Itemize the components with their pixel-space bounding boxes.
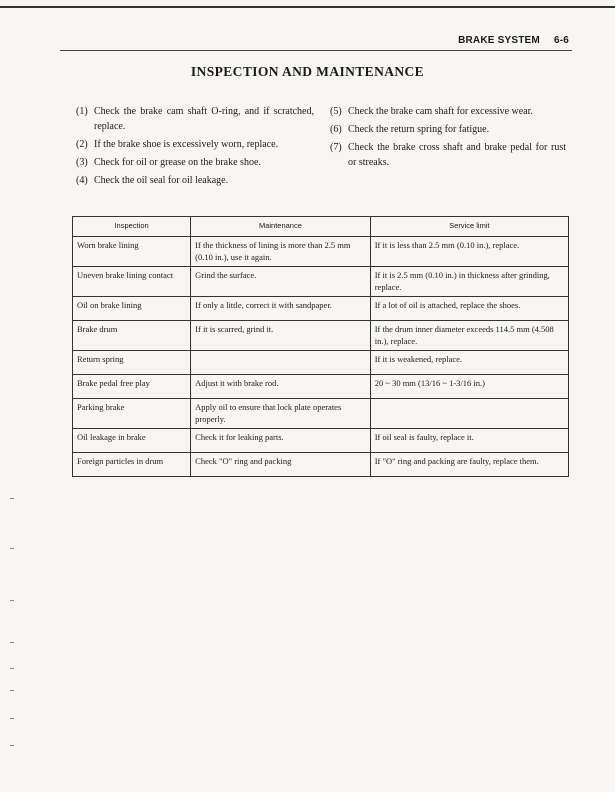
table-row (73, 429, 569, 453)
step-item (76, 137, 314, 152)
step-item (76, 104, 314, 134)
running-header (458, 35, 569, 46)
column-header-inspection: Inspection (73, 217, 191, 237)
table-row (73, 237, 569, 267)
table-row (73, 267, 569, 297)
cell-inspection: Oil leakage in brake (73, 429, 191, 453)
scan-mark (10, 745, 14, 746)
cell-service-limit: 20 ~ 30 mm (13/16 ~ 1-3/16 in.) (370, 375, 568, 399)
column-header-maintenance: Maintenance (191, 217, 371, 237)
step-item (330, 140, 566, 170)
scan-mark (10, 548, 14, 549)
scan-mark (10, 668, 14, 669)
table-header-row (73, 217, 569, 237)
cell-maintenance: Check it for leaking parts. (191, 429, 371, 453)
cell-maintenance: Grind the surface. (191, 267, 371, 297)
step-number: (1) (76, 106, 88, 117)
page-number: 6-6 (553, 35, 569, 46)
steps-left-column (76, 104, 314, 191)
cell-inspection: Worn brake lining (73, 237, 191, 267)
step-text: Check for oil or grease on the brake shoe. (94, 157, 261, 168)
cell-inspection: Brake drum (73, 321, 191, 351)
cell-service-limit: If the drum inner diameter exceeds 114.5 mm (4.508 in.), replace. (370, 321, 568, 351)
step-text: Check the brake cam shaft for excessive wear. (348, 106, 533, 117)
cell-service-limit: If it is weakened, replace. (370, 351, 568, 375)
cell-inspection: Foreign particles in drum (73, 453, 191, 477)
header-rule (60, 50, 572, 51)
step-number: (7) (330, 142, 342, 153)
cell-inspection: Oil on brake lining (73, 297, 191, 321)
scan-mark (10, 690, 14, 691)
scan-mark (10, 718, 14, 719)
cell-inspection: Brake pedal free play (73, 375, 191, 399)
cell-inspection: Uneven brake lining contact (73, 267, 191, 297)
table-row (73, 321, 569, 351)
step-number: (2) (76, 139, 88, 150)
step-text: Check the oil seal for oil leakage. (94, 175, 229, 186)
inspection-table (72, 216, 569, 477)
step-item (76, 155, 314, 170)
scan-mark (10, 642, 14, 643)
table-row (73, 399, 569, 429)
section-title: BRAKE SYSTEM (458, 35, 540, 46)
steps-right-column (330, 104, 566, 173)
cell-maintenance: Check "O" ring and packing (191, 453, 371, 477)
table-row (73, 375, 569, 399)
step-item (330, 104, 566, 119)
column-header-service-limit: Service limit (370, 217, 568, 237)
step-text: If the brake shoe is excessively worn, replace. (94, 139, 279, 150)
step-number: (6) (330, 124, 342, 135)
step-item (330, 122, 566, 137)
scan-mark (10, 600, 14, 601)
cell-service-limit: If "O" ring and packing are faulty, replace them. (370, 453, 568, 477)
cell-maintenance: If only a little, correct it with sandpaper. (191, 297, 371, 321)
step-number: (5) (330, 106, 342, 117)
table-row (73, 351, 569, 375)
cell-maintenance: Adjust it with brake rod. (191, 375, 371, 399)
cell-service-limit (370, 399, 568, 429)
cell-maintenance (191, 351, 371, 375)
table-row (73, 453, 569, 477)
top-rule (0, 6, 615, 8)
cell-maintenance: If the thickness of lining is more than 2.5 mm (0.10 in.), use it again. (191, 237, 371, 267)
step-text: Check the brake cross shaft and brake pedal for rust or streaks. (348, 142, 566, 168)
cell-inspection: Return spring (73, 351, 191, 375)
cell-service-limit: If a lot of oil is attached, replace the shoes. (370, 297, 568, 321)
step-text: Check the return spring for fatigue. (348, 124, 490, 135)
cell-maintenance: Apply oil to ensure that lock plate operates properly. (191, 399, 371, 429)
cell-maintenance: If it is scarred, grind it. (191, 321, 371, 351)
step-item (76, 173, 314, 188)
cell-service-limit: If it is 2.5 mm (0.10 in.) in thickness after grinding, replace. (370, 267, 568, 297)
scan-mark (10, 498, 14, 499)
cell-service-limit: If it is less than 2.5 mm (0.10 in.), replace. (370, 237, 568, 267)
step-number: (3) (76, 157, 88, 168)
page-title: INSPECTION AND MAINTENANCE (190, 64, 425, 79)
step-text: Check the brake cam shaft O-ring, and if scratched, replace. (94, 106, 314, 132)
cell-service-limit: If oil seal is faulty, replace it. (370, 429, 568, 453)
cell-inspection: Parking brake (73, 399, 191, 429)
step-number: (4) (76, 175, 88, 186)
table-row (73, 297, 569, 321)
